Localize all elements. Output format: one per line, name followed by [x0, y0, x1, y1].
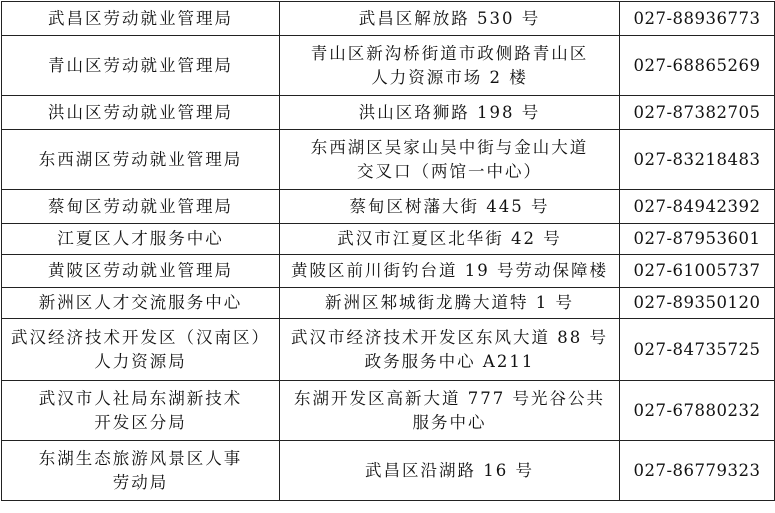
table-row [2, 96, 775, 130]
table-row [2, 288, 775, 319]
address-cell: 武昌区沿湖路 16 号 [280, 441, 620, 501]
phone-cell: 027-67880232 [620, 381, 775, 441]
table-row [2, 224, 775, 255]
phone-cell: 027-61005737 [620, 255, 775, 288]
address-cell: 东湖开发区高新大道 777 号光谷公共 服务中心 [280, 381, 620, 441]
table-row [2, 190, 775, 224]
table-row [2, 441, 775, 501]
office-name-cell: 武汉经济技术开发区（汉南区） 人力资源局 [2, 319, 280, 381]
address-cell: 武昌区解放路 530 号 [280, 2, 620, 36]
address-cell: 蔡甸区树藩大街 445 号 [280, 190, 620, 224]
table-row [2, 36, 775, 96]
office-name-cell: 武昌区劳动就业管理局 [2, 2, 280, 36]
phone-cell: 027-86779323 [620, 441, 775, 501]
table-row [2, 255, 775, 288]
table-row [2, 381, 775, 441]
office-name-cell: 江夏区人才服务中心 [2, 224, 280, 255]
phone-cell: 027-84735725 [620, 319, 775, 381]
phone-cell: 027-87953601 [620, 224, 775, 255]
phone-cell: 027-83218483 [620, 130, 775, 190]
phone-cell: 027-68865269 [620, 36, 775, 96]
address-cell: 洪山区珞狮路 198 号 [280, 96, 620, 130]
office-name-cell: 蔡甸区劳动就业管理局 [2, 190, 280, 224]
table-row [2, 319, 775, 381]
address-cell: 青山区新沟桥街道市政侧路青山区 人力资源市场 2 楼 [280, 36, 620, 96]
address-cell: 东西湖区吴家山吴中街与金山大道 交叉口（两馆一中心） [280, 130, 620, 190]
office-name-cell: 新洲区人才交流服务中心 [2, 288, 280, 319]
office-name-cell: 洪山区劳动就业管理局 [2, 96, 280, 130]
address-cell: 黄陂区前川街钓台道 19 号劳动保障楼 [280, 255, 620, 288]
phone-cell: 027-84942392 [620, 190, 775, 224]
phone-cell: 027-88936773 [620, 2, 775, 36]
office-name-cell: 东湖生态旅游风景区人事 劳动局 [2, 441, 280, 501]
table-row [2, 130, 775, 190]
address-cell: 新洲区邾城街龙腾大道特 1 号 [280, 288, 620, 319]
office-name-cell: 青山区劳动就业管理局 [2, 36, 280, 96]
address-cell: 武汉市江夏区北华街 42 号 [280, 224, 620, 255]
office-directory-table [1, 1, 775, 501]
table-row [2, 2, 775, 36]
phone-cell: 027-89350120 [620, 288, 775, 319]
office-name-cell: 东西湖区劳动就业管理局 [2, 130, 280, 190]
phone-cell: 027-87382705 [620, 96, 775, 130]
address-cell: 武汉市经济技术开发区东风大道 88 号 政务服务中心 A211 [280, 319, 620, 381]
office-name-cell: 黄陂区劳动就业管理局 [2, 255, 280, 288]
office-name-cell: 武汉市人社局东湖新技术 开发区分局 [2, 381, 280, 441]
